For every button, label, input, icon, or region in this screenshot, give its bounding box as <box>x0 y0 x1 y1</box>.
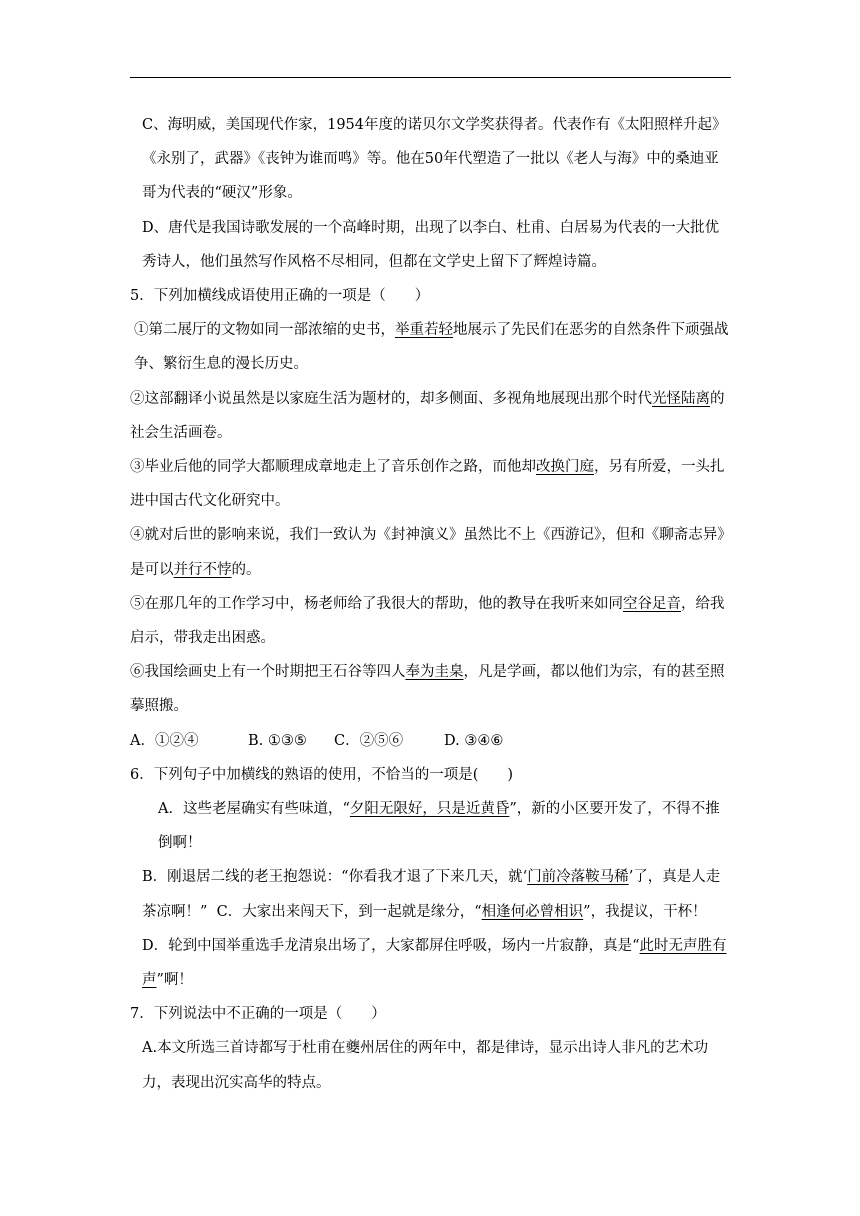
underlined-idiom: 光怪陆离 <box>652 390 710 407</box>
q7-option-a: A.本文所选三首诗都写于杜甫在夔州居住的两年中，都是律诗，显示出诗人非凡的艺术功力，表现出沉实高华的特点。 <box>142 1040 709 1091</box>
underlined-idiom: 奉为圭臬 <box>405 664 464 681</box>
question-5-stem: 5．下列加横线成语使用正确的一项是（ ） <box>130 288 430 305</box>
q5-sentence-6: ⑥我国绘画史上有一个时期把王石谷等四人奉为圭臬，凡是学画，都以他们为宗，有的甚至照摹照搬。 <box>130 664 725 715</box>
question-7-stem: 7．下列说法中不正确的一项是（ ） <box>130 1006 386 1023</box>
q5-sentence-2: ②这部翻译小说虽然是以家庭生活为题材的，却多侧面、多视角地展现出那个时代光怪陆离的社会生活画卷。 <box>130 390 725 441</box>
underlined-idiom: 夕阳无限好，只是近黄昏 <box>349 801 510 818</box>
q5-sentence-5: ⑤在那几年的工作学习中，杨老师给了我很大的帮助，他的教导在我听来如同空谷足音，给我启示，带我走出困惑。 <box>130 595 725 647</box>
underlined-idiom: 此时无声胜有声 <box>142 937 727 989</box>
choice-c: C．②⑤⑥ <box>334 732 404 749</box>
choice-a: A．①②④ <box>130 732 199 749</box>
question-6-stem: 6．下列句子中加横线的熟语的使用，不恰当的一项是( ) <box>130 766 514 783</box>
q6-option-d: D．轮到中国举重选手龙清泉出场了，大家都屏住呼吸，场内一片寂静，真是“此时无声胜有声”啊！ <box>142 937 727 989</box>
underlined-idiom: 门前冷落鞍马稀 <box>527 869 629 886</box>
q5-choices <box>130 724 731 758</box>
q5-sentence-1: ①第二展厅的文物如同一部浓缩的史书，举重若轻地展示了先民们在恶劣的自然条件下顽强战争、繁衍生息的漫长历史。 <box>134 322 729 373</box>
q5-sentence-3: ③毕业后他的同学大都顺理成章地走上了音乐创作之路，而他却改换门庭，另有所爱，一头扎进中国古代文化研究中。 <box>130 459 725 510</box>
q5-sentence-4-line2: 是可以并行不悖的。 <box>130 561 261 578</box>
choice-d: D. ③④⑥ <box>444 732 504 749</box>
q6-option-a: A．这些老屋确实有些味道，“夕阳无限好，只是近黄昏”，新的小区要开发了，不得不推倒啊！ <box>158 801 720 852</box>
underlined-idiom: 举重若轻 <box>395 322 453 339</box>
underlined-idiom: 并行不悖 <box>173 561 232 578</box>
option-d-paragraph: D、唐代是我国诗歌发展的一个高峰时期，出现了以李白、杜甫、白居易为代表的一大批优秀诗人，他们虽然写作风格不尽相同，但都在文学史上留下了辉煌诗篇。 <box>142 219 720 270</box>
choice-b: B. ①③⑤ <box>248 732 307 749</box>
underlined-idiom: 改换门庭 <box>536 459 594 476</box>
document-body <box>130 108 731 1100</box>
underlined-idiom: 相逢何必曾相识 <box>481 903 584 920</box>
q5-sentence-4-line1: ④就对后世的影响来说，我们一致认为《封神演义》虽然比不上《西游记》，但和《聊斋志异》 <box>130 527 732 544</box>
underlined-idiom: 空谷足音 <box>623 595 681 612</box>
option-c-paragraph: C、海明威，美国现代作家，1954年度的诺贝尔文学奖获得者。代表作有《太阳照样升起》《永别了，武器》《丧钟为谁而鸣》等。他在50年代塑造了一批以《老人与海》中的桑迪亚哥为代表的“硬汉”形象。 <box>142 117 727 202</box>
header-rule <box>130 77 731 78</box>
q6-option-b-c: B．刚退居二线的老王抱怨说：“你看我才退了下来几天，就‘门前冷落鞍马稀’了，真是人走茶凉啊！” C．大家出来闯天下，到一起就是缘分，“相逢何必曾相识”，我提议，干杯！ <box>142 869 721 920</box>
